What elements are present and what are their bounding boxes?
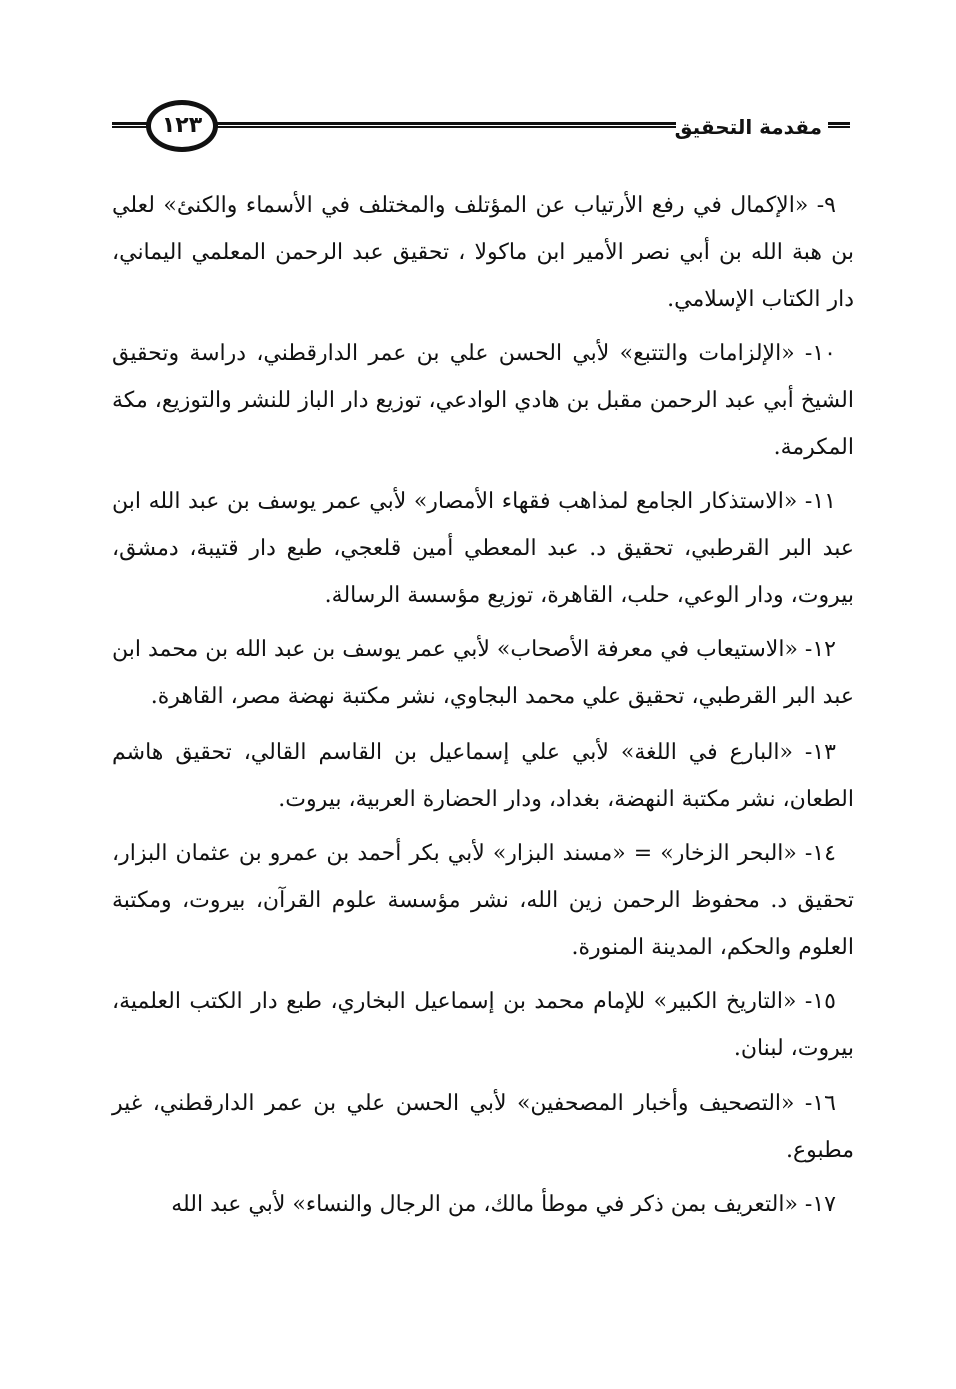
page-number: ١٢٣ bbox=[161, 113, 203, 138]
bibliography-entry: ١٦- «التصحيف وأخبار المصحفين» لأبي الحسن علي بن عمر الدارقطني، غير مطبوع. bbox=[112, 1091, 854, 1163]
bibliography-entry: ١٥- «التاريخ الكبير» للإمام محمد بن إسماعيل البخاري، طبع دار الكتب العلمية، بيروت، لبنان. bbox=[112, 989, 854, 1061]
bibliography-entry: ١٠- «الإلزامات والتتبع» لأبي الحسن علي بن عمر الدارقطني، دراسة وتحقيق الشيخ أبي عبد الرحمن مقبل بن هادي الوادعي، توزيع دار الباز للنشر والتوزيع، مكة المكرمة. bbox=[112, 341, 854, 460]
bibliography-entry: ١٧- «التعريف بمن ذكر في موطأ مالك، من الرجال والنساء» لأبي عبد الله bbox=[171, 1192, 836, 1217]
bibliography-entry: ٩- «الإكمال في رفع الأرتياب عن المؤتلف والمختلف في الأسماء والكنئ» لعلي بن هبة الله بن أبي نصر الأمير ابن ماكولا ، تحقيق عبد الرحمن المعلمي اليماني، دار الكتاب الإسلامي. bbox=[112, 193, 854, 312]
page-number-badge bbox=[146, 100, 218, 152]
page-header bbox=[112, 104, 850, 158]
running-title: مقدمة التحقيق bbox=[674, 115, 822, 139]
bibliography-entry: ١٢- «الاستيعاب في معرفة الأصحاب» لأبي عمر يوسف بن عبد الله بن محمد ابن عبد البر القرطبي، تحقيق علي محمد البجاوي، نشر مكتبة نهضة مصر، القاهرة. bbox=[112, 637, 854, 709]
bibliography-list bbox=[112, 182, 854, 1235]
bibliography-entry: ١١- «الاستذكار الجامع لمذاهب فقهاء الأمصار» لأبي عمر يوسف بن عبد الله ابن عبد البر القرطبي، تحقيق د. عبد المعطي أمين قلعجي، طبع دار قتيبة، دمشق، بيروت، ودار الوعي، حلب، القاهرة، توزيع مؤسسة الرسالة. bbox=[112, 489, 854, 608]
bibliography-entry: ١٣- «البارع في اللغة» لأبي علي إسماعيل بن القاسم القالي، تحقيق هاشم الطعان، نشر مكتبة النهضة، بغداد، ودار الحضارة العربية، بيروت. bbox=[112, 740, 854, 812]
bibliography-entry: ١٤- «البحر الزخار» = «مسند البزار» لأبي بكر أحمد بن عمرو بن عثمان البزار، تحقيق د. محفوظ الرحمن زين الله، نشر مؤسسة علوم القرآن، بيروت، ومكتبة العلوم والحكم، المدينة المنورة. bbox=[112, 841, 854, 960]
